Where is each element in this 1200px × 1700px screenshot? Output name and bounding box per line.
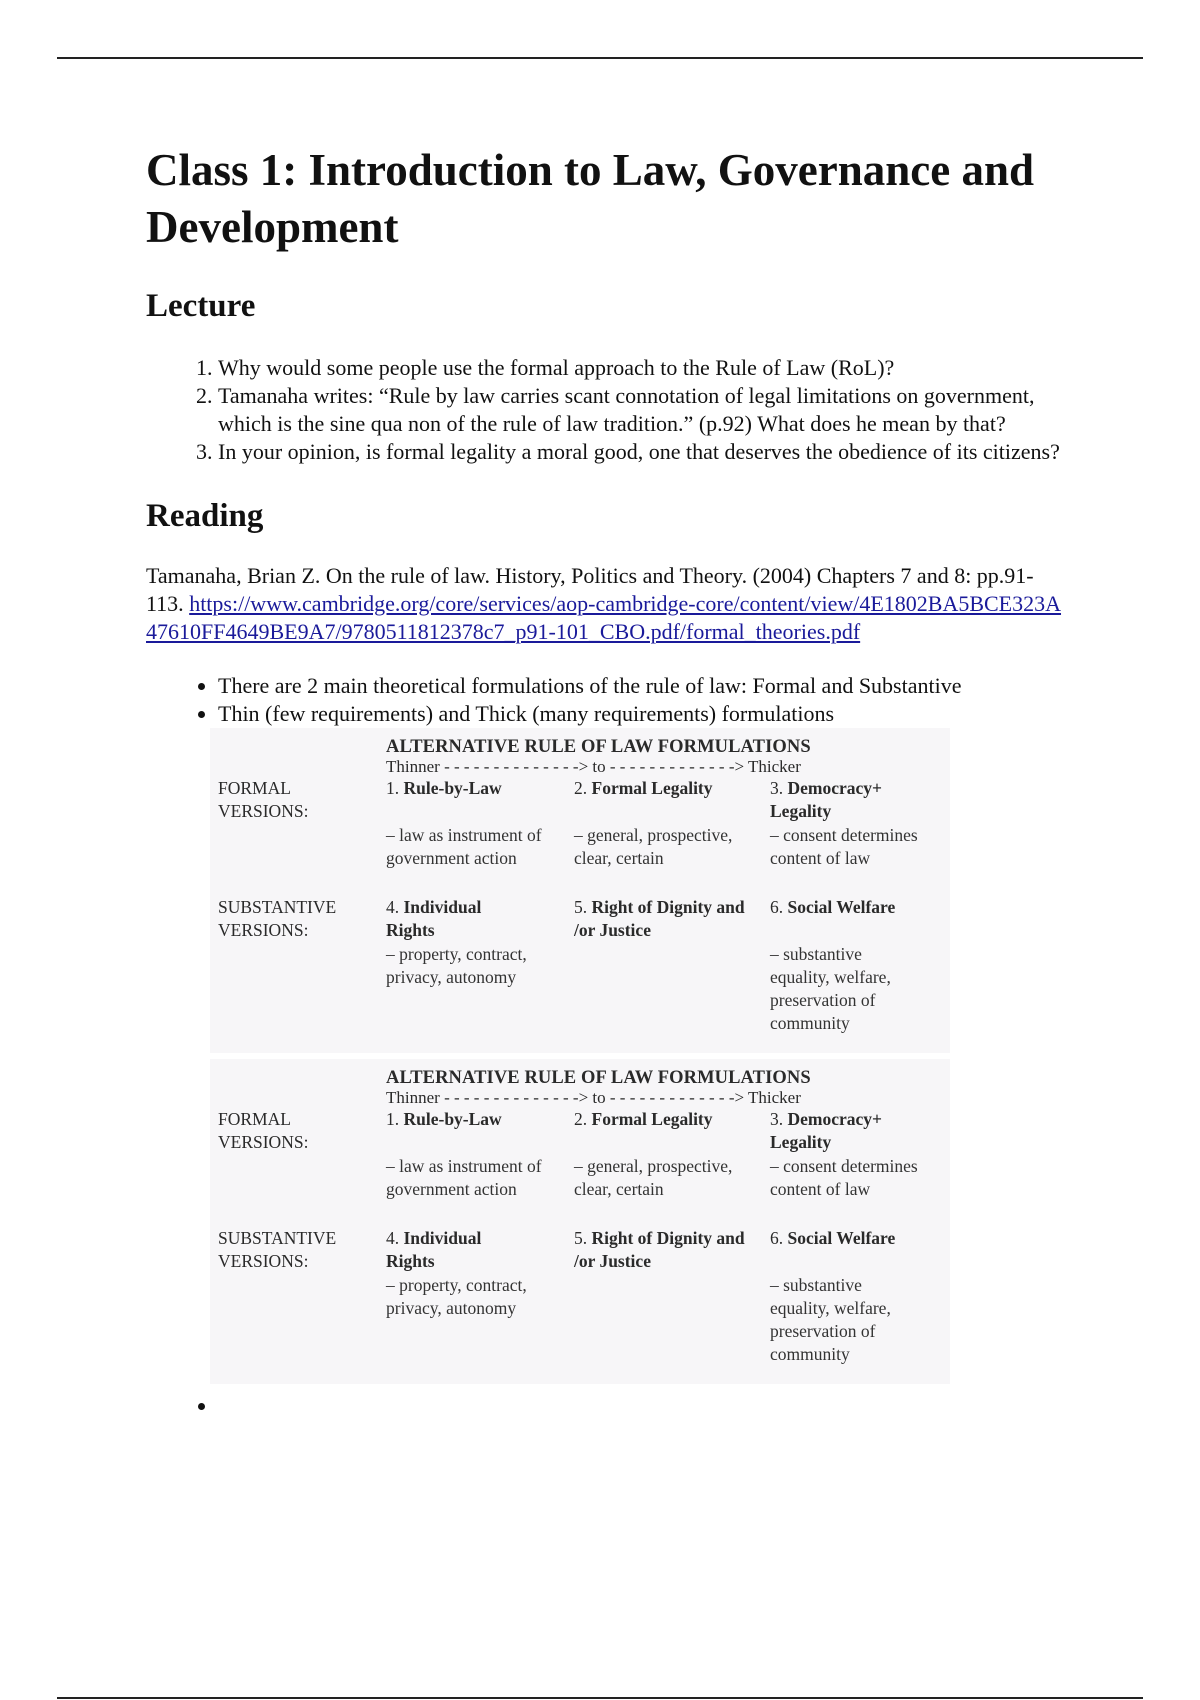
substantive-6-desc: – substantive equality, welfare, preservation of community	[770, 944, 891, 1033]
formal-3-heading	[770, 1108, 920, 1154]
reading-citation	[146, 562, 1066, 646]
formal-3-desc: – consent determines content of law	[770, 825, 918, 868]
substantive-6-num: 6.	[770, 1228, 784, 1248]
substantive-6-name: Social Welfare	[787, 1228, 896, 1248]
formal-1-name: Rule-by-Law	[403, 778, 502, 798]
lecture-questions	[146, 354, 1066, 466]
substantive-6-name: Social Welfare	[787, 897, 896, 917]
substantive-4-num: 4.	[386, 897, 400, 917]
formal-1-name: Rule-by-Law	[403, 1109, 502, 1129]
formal-3-desc: – consent determines content of law	[770, 1156, 918, 1199]
substantive-5-num: 5.	[574, 897, 588, 917]
formal-3-num: 3.	[770, 1109, 784, 1129]
substantive-5-num: 5.	[574, 1228, 588, 1248]
reading-heading: Reading	[146, 498, 264, 534]
substantive-4-name: Individual Rights	[386, 1228, 482, 1271]
substantive-6-num: 6.	[770, 897, 784, 917]
reading-bullets	[146, 672, 1066, 1420]
question-item: 1. Why would some people use the formal approach to the Rule of Law (RoL)?	[218, 354, 1066, 382]
citation-text: Tamanaha, Brian Z. On the rule of law. History, Politics and Theory. (2004) Chapters 7 and 8: pp.91-113.	[146, 563, 1034, 616]
formal-2-num: 2.	[574, 778, 588, 798]
bottom-rule	[57, 1697, 1143, 1699]
substantive-5-heading	[574, 1227, 754, 1273]
substantive-6-heading	[770, 896, 940, 919]
substantive-6-heading	[770, 1227, 940, 1250]
formal-1-num: 1.	[386, 778, 400, 798]
top-rule	[57, 57, 1143, 59]
formal-2-desc: – general, prospective, clear, certain	[574, 1156, 733, 1199]
formal-2-num: 2.	[574, 1109, 588, 1129]
substantive-5-name: Right of Dignity and /or Justice	[574, 1228, 745, 1271]
substantive-5-heading	[574, 896, 754, 942]
substantive-versions-label: SUBSTANTIVE VERSIONS:	[218, 1228, 337, 1271]
formal-3-heading	[770, 777, 920, 823]
figure-container	[218, 728, 1066, 1384]
formal-3-name: Democracy+ Legality	[770, 1109, 883, 1152]
figure-title: ALTERNATIVE RULE OF LAW FORMULATIONS	[386, 1068, 811, 1088]
formal-1-num: 1.	[386, 1109, 400, 1129]
formal-3-name: Democracy+ Legality	[770, 778, 883, 821]
formal-1-heading	[386, 1108, 556, 1131]
document-body	[146, 142, 1066, 1420]
formal-1-heading	[386, 777, 556, 800]
empty-bullet	[218, 1392, 1066, 1420]
formal-2-name: Formal Legality	[591, 778, 713, 798]
formal-1-desc: – law as instrument of government action	[386, 825, 542, 868]
figure-title: ALTERNATIVE RULE OF LAW FORMULATIONS	[386, 737, 811, 757]
formal-2-desc: – general, prospective, clear, certain	[574, 825, 733, 868]
substantive-4-heading	[386, 896, 526, 942]
substantive-4-desc: – property, contract, privacy, autonomy	[386, 944, 527, 987]
bullet-item: • There are 2 main theoretical formulations of the rule of law: Formal and Substantive	[218, 672, 1066, 700]
formal-2-heading	[574, 1108, 764, 1131]
figure-axis: Thinner - - - - - - - - - - - - - -> to - - - - - - - - - - - - -> Thicker	[386, 1088, 801, 1107]
substantive-6-desc: – substantive equality, welfare, preservation of community	[770, 1275, 891, 1364]
substantive-4-num: 4.	[386, 1228, 400, 1248]
formal-versions-label: FORMAL VERSIONS:	[218, 778, 309, 821]
formal-2-heading	[574, 777, 764, 800]
figure-axis: Thinner - - - - - - - - - - - - - -> to - - - - - - - - - - - - -> Thicker	[386, 757, 801, 776]
formal-versions-label: FORMAL VERSIONS:	[218, 1109, 309, 1152]
substantive-4-heading	[386, 1227, 526, 1273]
question-item: 3. In your opinion, is formal legality a moral good, one that deserves the obedience of its citizens?	[218, 438, 1066, 466]
formal-2-name: Formal Legality	[591, 1109, 713, 1129]
rol-figure-1	[210, 728, 950, 1053]
formal-3-num: 3.	[770, 778, 784, 798]
substantive-versions-label: SUBSTANTIVE VERSIONS:	[218, 897, 337, 940]
reading-link[interactable]: https://www.cambridge.org/core/services/aop-cambridge-core/content/view/4E1802BA5BCE323A47610FF4649BE9A7/9780511812378c7_p91-101_CBO.pdf/formal_theories.pdf	[146, 591, 1062, 644]
lecture-heading: Lecture	[146, 288, 256, 324]
rol-figure-2	[210, 1059, 950, 1384]
question-item: 2. Tamanaha writes: “Rule by law carries scant connotation of legal limitations on government, which is the sine qua non of the rule of law tradition.” (p.92) What does he mean by that?	[218, 382, 1066, 438]
formal-1-desc: – law as instrument of government action	[386, 1156, 542, 1199]
substantive-4-name: Individual Rights	[386, 897, 482, 940]
substantive-4-desc: – property, contract, privacy, autonomy	[386, 1275, 527, 1318]
page-title: Class 1: Introduction to Law, Governance and Development	[146, 145, 1035, 252]
bullet-item: • Thin (few requirements) and Thick (many requirements) formulations	[218, 700, 1066, 728]
substantive-5-name: Right of Dignity and /or Justice	[574, 897, 745, 940]
